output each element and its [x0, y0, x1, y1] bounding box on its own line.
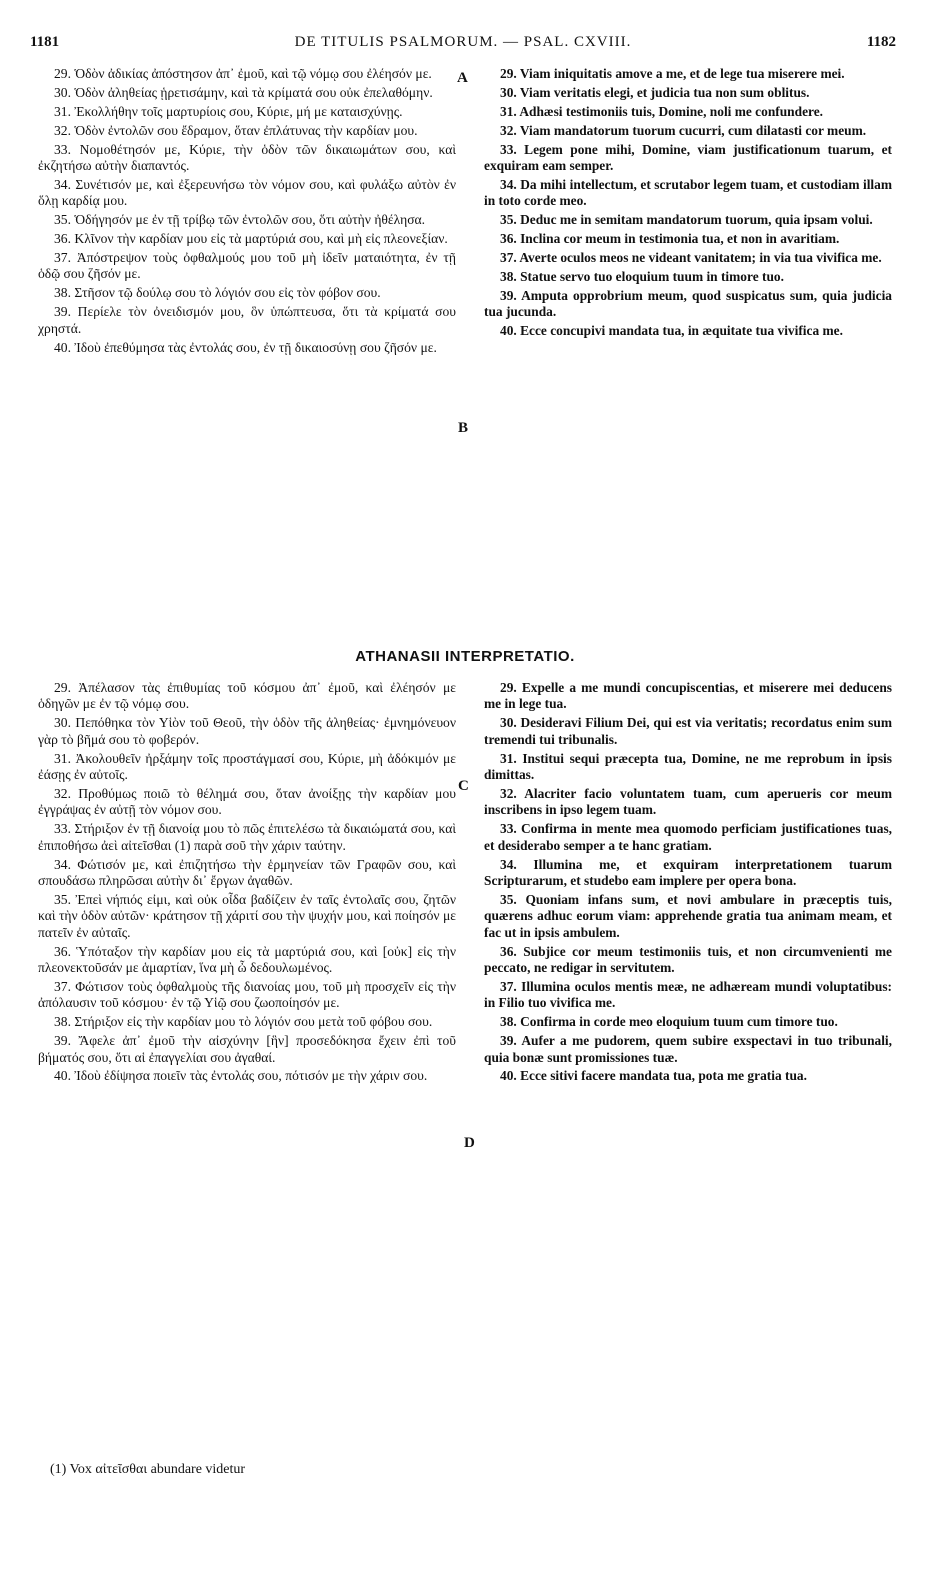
greek-verse: 39. Περίελε τὸν ὀνειδισμόν μου, ὃν ὑπώπτευσα, ὅτι τὰ κρίματά σου χρηστά. [38, 304, 456, 336]
greek-verse: 32. Προθύμως ποιῶ τὸ θέλημά σου, ὅταν ἀνοίξῃς τὴν καρδίαν μου ἐγγράψας ἐν αὐτῇ τὸν νόμον σου. [38, 785, 456, 818]
latin-verse: 30. Desideravi Filium Dei, qui est via veritatis; recordatus enim sum tremendi tui tribunalis. [484, 715, 892, 747]
greek-verse: 32. Ὁδὸν ἐντολῶν σου ἔδραμον, ὅταν ἐπλάτυνας τὴν καρδίαν μου. [54, 122, 418, 138]
greek-verse: 34. Φώτισόν με, καὶ ἐπιζητήσω τὴν ἑρμηνείαν τῶν Γραφῶν σου, καὶ σπουδάσω πληρῶσαι αὐτὴν δι᾽ ἔργων ἀγαθῶν. [38, 856, 456, 888]
latin-verse: 40. Ecce sitivi facere mandata tua, pota me gratia tua. [500, 1068, 807, 1084]
margin-marker-d: D [464, 1135, 475, 1151]
footnote: (1) Vox αἰτεῖσθαι abundare videtur [50, 1462, 246, 1477]
margin-marker-a: A [457, 70, 468, 86]
latin-verse: 40. Ecce concupivi mandata tua, in æquitate tua vivifica me. [500, 323, 843, 339]
latin-verse: 38. Confirma in corde meo eloquium tuum cum timore tuo. [500, 1014, 838, 1030]
latin-verse: 35. Quoniam infans sum, et novi ambulare in præceptis tuis, quærens adhuc eorum viam: apprehende gratia tua animam meam, et fac ut in ipsis ambulem. [484, 891, 892, 940]
greek-verse: 40. Ἰδοὺ ἐδίψησα ποιεῖν τὰς ἐντολάς σου, πότισόν με τὴν χάριν σου. [54, 1068, 428, 1084]
margin-marker-b: B [458, 420, 469, 436]
margin-marker-c: C [458, 778, 469, 794]
greek-verse: 37. Φώτισον τοὺς ὀφθαλμοὺς τῆς διανοίας μου, τοῦ μὴ προσχεῖν εἰς τὴν ἀπόλαυσιν τοῦ κόσμου· ἐν τῷ Υἱῷ σου ζωοποίησόν με. [38, 978, 456, 1011]
latin-verse: 34. Da mihi intellectum, et scrutabor legem tuam, et custodiam illam in toto corde meo. [484, 176, 892, 209]
greek-verse: 36. Ὑπόταξον τὴν καρδίαν μου εἰς τὰ μαρτύριά σου, καὶ [οὐκ] εἰς τὴν πλεονεκτοῦσάν με ἁμαρτίαν, ἵνα μὴ ὦ δεδουλωμένος. [38, 943, 456, 975]
greek-verse: 33. Στήριξον ἐν τῇ διανοίᾳ μου τὸ πῶς ἐπιτελέσω τὰ δικαιώματά σου, καὶ ἐπιποθήσω ἀεὶ αἰτεῖσθαι (1) παρὰ σοῦ τὴν χάριν ταύτην. [38, 821, 456, 853]
greek-verse: 33. Νομοθέτησόν με, Κύριε, τὴν ὁδὸν τῶν δικαιωμάτων σου, καὶ ἐκζητήσω αὐτὴν διαπαντός. [38, 141, 456, 174]
latin-column-psalm [484, 66, 892, 342]
greek-verse: 35. Ἐπεὶ νήπιός εἰμι, καὶ οὐκ οἶδα βαδίζειν ἐν ταῖς ἐντολαῖς σου, ζητῶν καὶ τὴν ὁδὸν αὐτῶν· κράτησον τῇ χάριτί σου τὴν ψυχήν μου, καὶ ποίησόν με πατεῖν ἐν αὐταῖς. [38, 891, 456, 940]
latin-verse: 36. Inclina cor meum in testimonia tua, et non in avaritiam. [500, 231, 840, 247]
latin-verse: 39. Aufer a me pudorem, quem subire exspectavi in tuo tribunali, quia bonæ sunt promissiones tuæ. [484, 1033, 892, 1065]
greek-verse: 30. Πεπόθηκα τὸν Υἱὸν τοῦ Θεοῦ, τὴν ὁδὸν τῆς ἀληθείας· ἐμνημόνευον γὰρ τὸ βῆμά σου τὸ φοβερόν. [38, 715, 456, 747]
greek-column-psalm [38, 66, 456, 359]
latin-verse: 36. Subjice cor meum testimoniis tuis, et non circumvenienti me peccato, ne redigar in servitutem. [484, 943, 892, 975]
greek-verse: 38. Στήριξον εἰς τὴν καρδίαν μου τὸ λόγιόν σου μετὰ τοῦ φόβου σου. [54, 1014, 433, 1030]
greek-verse: 29. Ἀπέλασον τὰς ἐπιθυμίας τοῦ κόσμου ἀπ᾽ ἐμοῦ, καὶ ἐλέησόν με ὁδηγῶν με ἐν τῷ νόμῳ σου. [38, 680, 456, 712]
latin-verse: 38. Statue servo tuo eloquium tuum in timore tuo. [500, 268, 784, 284]
latin-verse: 32. Viam mandatorum tuorum cucurri, cum dilatasti cor meum. [500, 122, 867, 138]
running-header [30, 34, 896, 54]
latin-column-interpretation [484, 680, 892, 1087]
greek-verse: 39. Ἄφελε ἀπ᾽ ἐμοῦ τὴν αἰσχύνην [ἣν] προσεδόκησα ἔχειν ἐπὶ τοῦ βήματός σου, ὅτι αἱ ἐπαγγελίαι σου ἀγαθαί. [38, 1033, 456, 1065]
latin-verse: 39. Amputa opprobrium meum, quod suspicatus sum, quia judicia tua jucunda. [484, 287, 892, 320]
greek-verse: 31. Ἀκολουθεῖν ἠρξάμην τοῖς προστάγμασί σου, Κύριε, μὴ ἀδόκιμόν με ἐάσῃς ἐν αὐτοῖς. [38, 750, 456, 783]
latin-verse: 30. Viam veritatis elegi, et judicia tua non sum oblitus. [500, 84, 810, 100]
latin-verse: 32. Alacriter facio voluntatem tuam, cum aperueris cor meum inscribens in ipso legem tuam. [484, 785, 892, 818]
greek-column-interpretation [38, 680, 456, 1087]
page-number-left: 1181 [30, 34, 60, 50]
greek-verse: 37. Ἀπόστρεψον τοὺς ὀφθαλμούς μου τοῦ μὴ ἰδεῖν ματαιότητα, ἐν τῇ ὁδῷ σου ζῆσόν με. [38, 250, 456, 282]
section-title: ATHANASII INTERPRETATIO. [355, 648, 575, 665]
latin-verse: 37. Averte oculos meos ne videant vanitatem; in via tua vivifica me. [500, 250, 882, 266]
greek-verse: 35. Ὁδήγησόν με ἐν τῇ τρίβῳ τῶν ἐντολῶν σου, ὅτι αὐτὴν ἠθέλησα. [54, 212, 426, 228]
latin-verse: 29. Viam iniquitatis amove a me, et de lege tua miserere mei. [500, 66, 845, 81]
latin-verse: 33. Legem pone mihi, Domine, viam justificationum tuarum, et exquiram eam semper. [484, 141, 892, 174]
greek-verse: 36. Κλῖνον τὴν καρδίαν μου εἰς τὰ μαρτύριά σου, καὶ μὴ εἰς πλεονεξίαν. [54, 231, 448, 247]
greek-verse: 38. Στῆσον τῷ δούλῳ σου τὸ λόγιόν σου εἰς τὸν φόβον σου. [54, 285, 381, 301]
page-number-right: 1182 [866, 34, 896, 50]
latin-verse: 31. Adhæsi testimoniis tuis, Domine, noli me confundere. [500, 103, 824, 119]
latin-verse: 29. Expelle a me mundi concupiscentias, et miserere mei deducens me in lege tua. [484, 680, 892, 712]
latin-verse: 31. Institui sequi præcepta tua, Domine, ne me reprobum in ipsis dimittas. [484, 750, 892, 783]
latin-verse: 33. Confirma in mente mea quomodo perficiam justificationes tuas, et desiderabo semper a te hanc gratiam. [484, 821, 892, 853]
greek-verse: 40. Ἰδοὺ ἐπεθύμησα τὰς ἐντολάς σου, ἐν τῇ δικαιοσύνῃ σου ζῆσόν με. [54, 339, 437, 355]
latin-verse: 35. Deduc me in semitam mandatorum tuorum, quia ipsam volui. [500, 212, 873, 228]
running-title: DE TITULIS PSALMORUM. — PSAL. CXVIII. [294, 34, 632, 50]
greek-verse: 31. Ἐκολλήθην τοῖς μαρτυρίοις σου, Κύριε, μή με καταισχύνῃς. [54, 103, 403, 119]
latin-verse: 34. Illumina me, et exquiram interpretationem tuarum Scripturarum, et studebo eam implere per opera bona. [484, 856, 892, 888]
latin-verse: 37. Illumina oculos mentis meæ, ne adhæream mundi voluptatibus: in Filio tuo vivifica me. [484, 978, 892, 1011]
greek-verse: 34. Συνέτισόν με, καὶ ἐξερευνήσω τὸν νόμον σου, καὶ φυλάξω αὐτὸν ἐν ὅλῃ καρδίᾳ μου. [38, 176, 456, 209]
greek-verse: 30. Ὁδὸν ἀληθείας ᾑρετισάμην, καὶ τὰ κρίματά σου οὐκ ἐπελαθόμην. [54, 84, 433, 100]
greek-verse: 29. Ὁδὸν ἀδικίας ἀπόστησον ἀπ᾽ ἐμοῦ, καὶ τῷ νόμῳ σου ἐλέησόν με. [54, 66, 432, 81]
